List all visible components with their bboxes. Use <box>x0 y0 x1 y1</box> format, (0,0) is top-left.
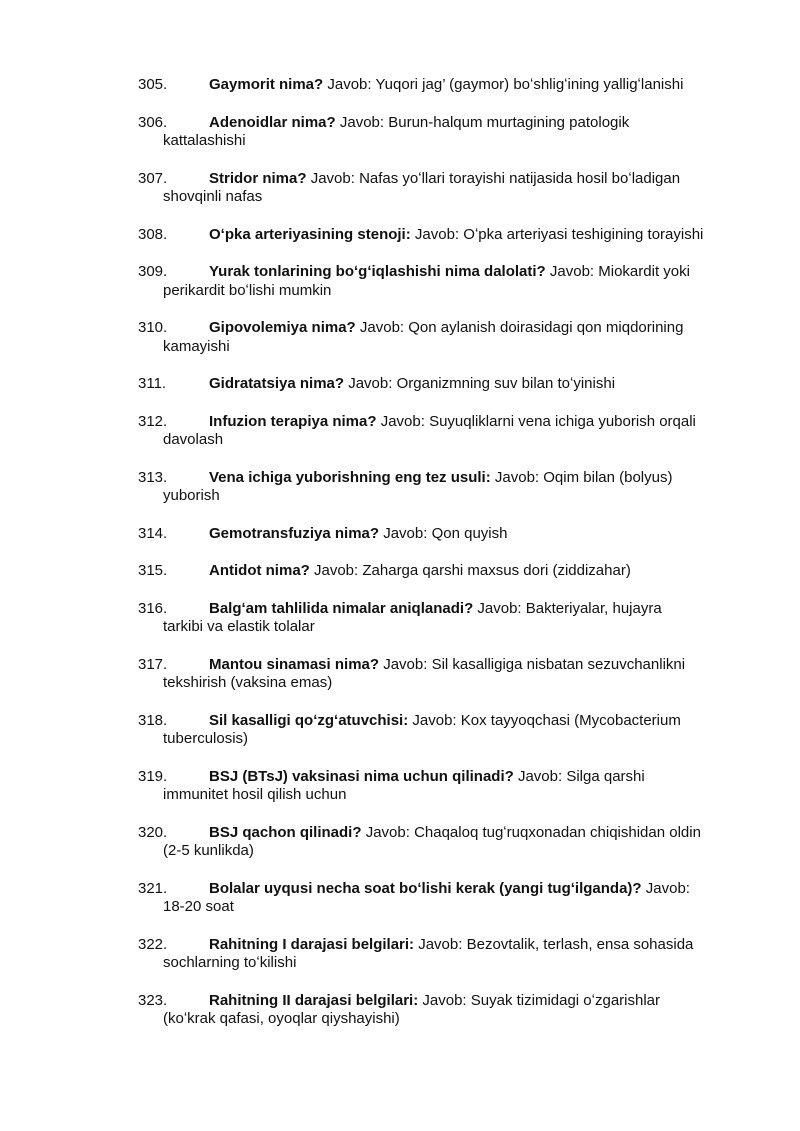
item-first-line <box>163 936 748 955</box>
qa-list <box>138 76 748 1048</box>
answer-label: Javob: <box>418 935 463 953</box>
answer-text: Organizmning suv bilan toʻyinishi <box>396 375 616 392</box>
question-text: BSJ (BTsJ) vaksinasi nima uchun qilinadi? <box>209 767 514 785</box>
qa-item <box>138 114 748 151</box>
question-text: BSJ qachon qilinadi? <box>209 823 362 841</box>
answer-label: Javob: <box>383 524 428 542</box>
question-text: Sil kasalligi qoʻzgʻatuvchisi: <box>209 711 409 729</box>
answer-text: Zaharga qarshi maxsus dori (ziddizahar) <box>362 562 631 579</box>
answer-continuation: perikardit boʻlishi mumkin <box>163 281 332 299</box>
item-first-line <box>163 76 748 95</box>
question-text: Rahitning II darajasi belgilari: <box>209 991 419 1009</box>
item-number: 312. <box>138 412 168 430</box>
answer-text: Chaqaloq tugʻruqxonadan chiqishidan oldin <box>414 823 701 841</box>
answer-continuation: 18-20 soat <box>163 898 234 915</box>
answer-text: Silga qarshi <box>566 767 645 785</box>
qa-item <box>138 469 748 506</box>
answer-label: Javob: <box>380 412 425 430</box>
question-text: Oʻpka arteriyasining stenoji: <box>209 225 411 243</box>
answer-continuation: yuborish <box>163 487 220 504</box>
question-text: Balgʻam tahlilida nimalar aniqlanadi? <box>209 599 474 617</box>
answer-label: Javob: <box>494 468 540 486</box>
answer-label: Javob: <box>359 319 405 336</box>
answer-continuation: tekshirish (vaksina emas) <box>163 674 333 691</box>
answer-text: Qon aylanish doirasidagi qon miqdorining <box>408 319 684 336</box>
answer-continuation: kattalashishi <box>163 132 246 149</box>
answer-label: Javob: <box>339 113 385 131</box>
item-first-line <box>163 263 748 282</box>
item-first-line <box>163 992 748 1011</box>
question-text: Stridor nima? <box>209 169 307 187</box>
question-text: Mantou sinamasi nima? <box>209 655 380 673</box>
item-number: 319. <box>138 767 168 785</box>
item-number: 311. <box>138 375 167 392</box>
answer-label: Javob: <box>477 599 522 617</box>
answer-continuation: davolash <box>163 431 224 448</box>
qa-item <box>138 375 748 394</box>
qa-item <box>138 76 748 95</box>
answer-label: Javob: <box>422 991 467 1009</box>
answer-label: Javob: <box>412 711 457 729</box>
item-number: 317. <box>138 655 168 673</box>
item-first-line <box>163 712 748 731</box>
question-text: Adenoidlar nima? <box>209 113 336 131</box>
item-number: 315. <box>138 562 168 579</box>
item-first-line <box>163 375 748 394</box>
answer-continuation: immunitet hosil qilish uchun <box>163 786 347 803</box>
answer-text: Yuqori jag’ (gaymor) boʻshligʻining yalligʻlanishi <box>375 76 684 93</box>
item-first-line <box>163 469 748 488</box>
qa-item <box>138 319 748 356</box>
qa-item <box>138 562 748 581</box>
answer-label: Javob: <box>414 225 460 243</box>
qa-item <box>138 936 748 973</box>
answer-label: Javob: <box>517 767 563 785</box>
item-first-line <box>163 319 748 338</box>
qa-item <box>138 525 748 544</box>
item-first-line <box>163 880 748 899</box>
answer-continuation: tarkibi va elastik tolalar <box>163 618 315 635</box>
item-first-line <box>163 824 748 843</box>
answer-text: Suyak tizimidagi oʻzgarishlar <box>470 991 661 1009</box>
answer-continuation: (2-5 kunlikda) <box>163 842 254 859</box>
item-first-line <box>163 170 748 189</box>
item-number: 320. <box>138 823 168 841</box>
item-number: 313. <box>138 468 168 486</box>
item-number: 310. <box>138 319 168 336</box>
answer-label: Javob: <box>645 879 690 897</box>
answer-continuation: tuberculosis) <box>163 730 249 747</box>
item-first-line <box>163 656 748 675</box>
qa-item <box>138 263 748 300</box>
qa-item <box>138 992 748 1029</box>
item-number: 308. <box>138 225 168 243</box>
answer-label: Javob: <box>314 562 359 579</box>
item-number: 321. <box>138 879 168 897</box>
qa-item <box>138 880 748 917</box>
answer-text: Bakteriyalar, hujayra <box>525 599 662 617</box>
item-number: 307. <box>138 169 168 187</box>
qa-item <box>138 413 748 450</box>
answer-text: Oʻpka arteriyasi teshigining torayishi <box>463 225 704 243</box>
item-first-line <box>163 525 748 544</box>
answer-text: Oqim bilan (bolyus) <box>543 468 673 486</box>
item-first-line <box>163 562 748 581</box>
qa-item <box>138 768 748 805</box>
item-number: 323. <box>138 991 168 1009</box>
question-text: Infuzion terapiya nima? <box>209 412 377 430</box>
answer-text: Kox tayyoqchasi (Mycobacterium <box>460 711 681 729</box>
item-first-line <box>163 413 748 432</box>
qa-item <box>138 824 748 861</box>
answer-continuation: sochlarning toʻkilishi <box>163 954 297 971</box>
answer-label: Javob: <box>383 655 428 673</box>
question-text: Vena ichiga yuborishning eng tez usuli: <box>209 468 491 486</box>
qa-item <box>138 656 748 693</box>
item-first-line <box>163 600 748 619</box>
answer-label: Javob: <box>327 76 372 93</box>
answer-continuation: (koʻkrak qafasi, oyoqlar qiyshayishi) <box>163 1010 400 1027</box>
question-text: Bolalar uyqusi necha soat boʻlishi kerak (yangi tugʻilganda)? <box>209 879 642 897</box>
item-first-line <box>163 226 748 245</box>
item-number: 318. <box>138 711 168 729</box>
question-text: Gipovolemiya nima? <box>209 319 356 336</box>
answer-text: Nafas yoʻllari torayishi natijasida hosil boʻladigan <box>359 169 681 187</box>
item-number: 309. <box>138 263 168 280</box>
answer-text: Bezovtalik, terlash, ensa sohasida <box>466 935 694 953</box>
qa-item <box>138 226 748 245</box>
item-number: 322. <box>138 935 168 953</box>
item-first-line <box>163 768 748 787</box>
item-first-line <box>163 114 748 133</box>
answer-continuation: kamayishi <box>163 337 230 355</box>
item-number: 305. <box>138 76 168 93</box>
qa-item <box>138 600 748 637</box>
item-number: 314. <box>138 524 168 542</box>
answer-continuation: shovqinli nafas <box>163 188 263 205</box>
answer-text: Miokardit yoki <box>598 263 690 280</box>
answer-label: Javob: <box>365 823 410 841</box>
answer-label: Javob: <box>348 375 393 392</box>
question-text: Gaymorit nima? <box>209 76 324 93</box>
item-number: 306. <box>138 113 168 131</box>
qa-item <box>138 170 748 207</box>
answer-label: Javob: <box>310 169 355 187</box>
answer-text: Qon quyish <box>431 524 508 542</box>
question-text: Gidratatsiya nima? <box>209 375 345 392</box>
answer-text: Burun-halqum murtagining patologik <box>388 113 630 131</box>
question-text: Gemotransfuziya nima? <box>209 524 380 542</box>
item-number: 316. <box>138 599 168 617</box>
question-text: Yurak tonlarining boʻgʻiqlashishi nima dalolati? <box>209 263 546 280</box>
question-text: Antidot nima? <box>209 562 310 579</box>
qa-item <box>138 712 748 749</box>
question-text: Rahitning I darajasi belgilari: <box>209 935 415 953</box>
answer-text: Sil kasalligiga nisbatan sezuvchanlikni <box>431 655 686 673</box>
answer-text: Suyuqliklarni vena ichiga yuborish orqali <box>429 412 696 430</box>
answer-label: Javob: <box>549 263 595 280</box>
